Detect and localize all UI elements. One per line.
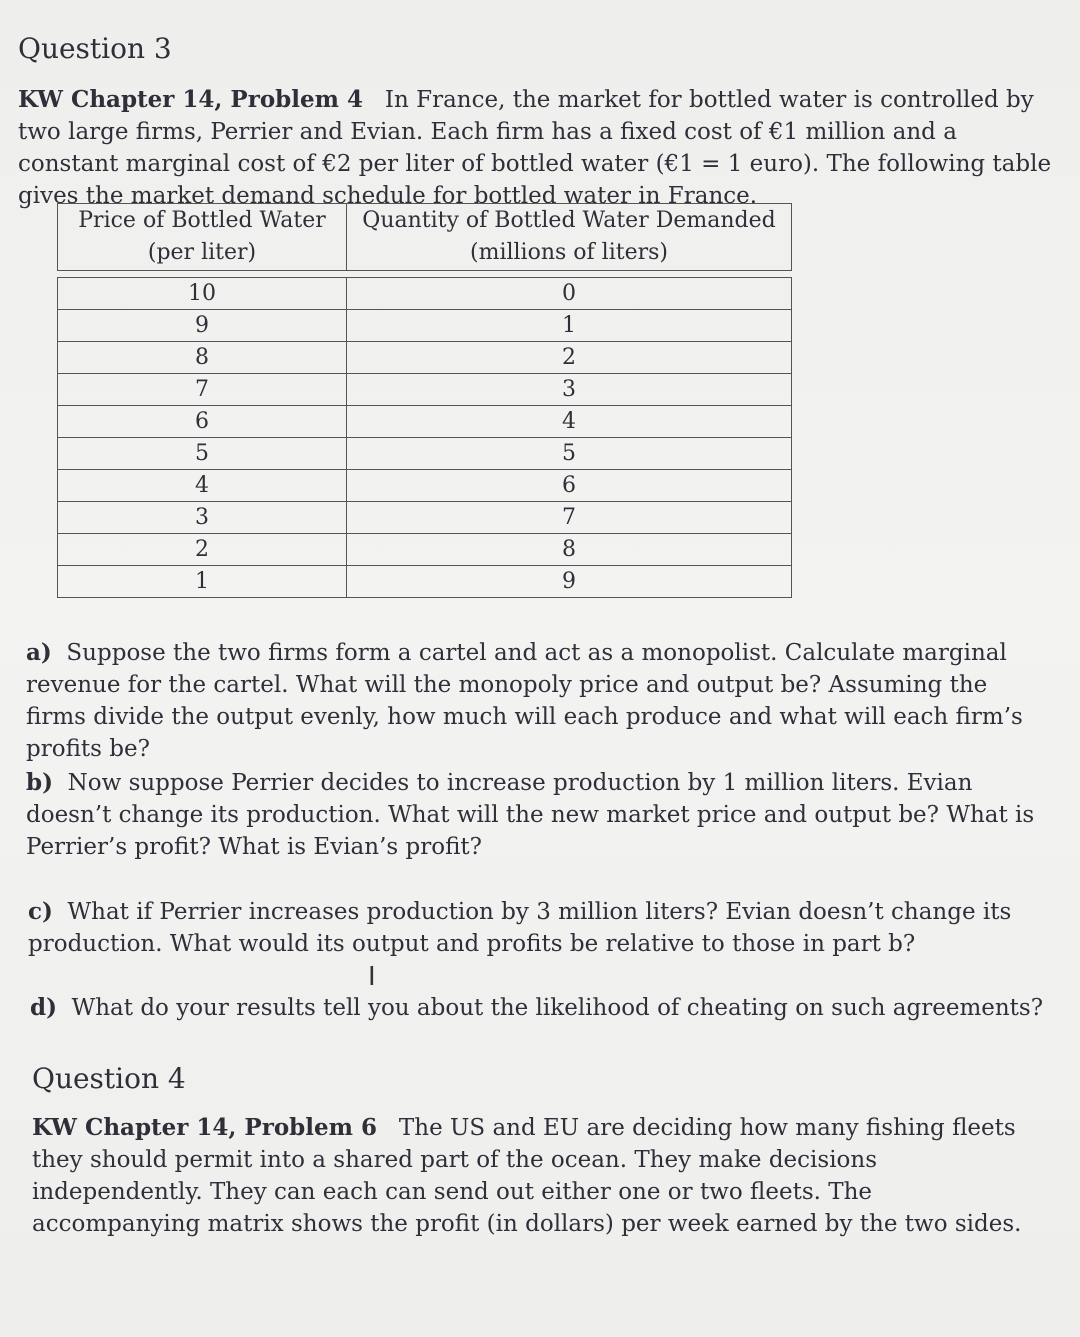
table-row [58,534,792,566]
quantity-cell: 1 [347,310,792,342]
part-d-label: d) [30,994,57,1021]
part-c-label: c) [28,898,53,925]
question-4-title: Question 4 [32,1062,186,1095]
quantity-cell: 5 [347,438,792,470]
table-row [58,438,792,470]
table-row [58,374,792,406]
price-cell: 5 [58,438,347,470]
table-row [58,566,792,598]
quantity-cell: 4 [347,406,792,438]
price-cell: 8 [58,342,347,374]
part-d [30,992,1050,1024]
table-row [58,310,792,342]
table-row [58,342,792,374]
question-3-intro-text: In France, the market for bottled water is controlled by two large firms, Perrier and Evian. Each firm has a fixed cost of €1 million and a constant marginal cost of €2 per liter of bottled water (€1 = 1 euro). The following table gives the market demand schedule for bottled water in France. [18,87,1052,209]
demand-schedule-table [57,203,792,598]
quantity-cell: 0 [347,278,792,310]
quantity-cell: 2 [347,342,792,374]
price-cell: 7 [58,374,347,406]
question-3-label: KW Chapter 14, Problem 4 [18,86,363,113]
table-row [58,502,792,534]
price-column-header: Price of Bottled Water (per liter) [58,204,347,271]
price-cell: 1 [58,566,347,598]
question-4-label: KW Chapter 14, Problem 6 [32,1114,377,1141]
question-4-intro-text: The US and EU are deciding how many fishing fleets they should permit into a shared part of the ocean. They make decisions independently. They can each can send out either one or two fleets. The accompanying matrix shows the profit (in dollars) per week earned by the two sides. [32,1115,1022,1237]
price-cell: 9 [58,310,347,342]
part-b-label: b) [26,769,53,796]
price-cell: 2 [58,534,347,566]
price-cell: 6 [58,406,347,438]
table-row [58,406,792,438]
quantity-cell: 8 [347,534,792,566]
table-row [58,278,792,310]
question-3-title: Question 3 [18,32,172,65]
table-header-row [58,204,792,271]
part-a-text: Suppose the two firms form a cartel and act as a monopolist. Calculate marginal revenue for the cartel. What will the monopoly price and output be? Assuming the firms divide the output evenly, how much will each produce and what will each firm’s profits be? [26,640,1023,762]
quantity-cell: 6 [347,470,792,502]
part-d-text: What do your results tell you about the likelihood of cheating on such agreements? [71,995,1044,1021]
quantity-cell: 3 [347,374,792,406]
part-a-label: a) [26,639,52,666]
part-a [26,637,1046,765]
quantity-cell: 7 [347,502,792,534]
part-b-text: Now suppose Perrier decides to increase production by 1 million liters. Evian doesn’t change its production. What will the new market price and output be? What is Perrier’s profit? What is Evian’s profit? [26,770,1035,860]
part-c-text: What if Perrier increases production by 3 million liters? Evian doesn’t change its production. What would its output and profits be relative to those in part b? [28,899,1012,957]
price-cell: 4 [58,470,347,502]
quantity-cell: 9 [347,566,792,598]
text-cursor-icon: I [368,962,376,992]
table-row [58,470,792,502]
price-cell: 3 [58,502,347,534]
quantity-column-header: Quantity of Bottled Water Demanded (millions of liters) [347,204,792,271]
question-3-intro [18,84,1053,212]
part-b [26,767,1046,863]
price-cell: 10 [58,278,347,310]
part-c [28,896,1048,960]
question-4-intro [32,1112,1042,1240]
